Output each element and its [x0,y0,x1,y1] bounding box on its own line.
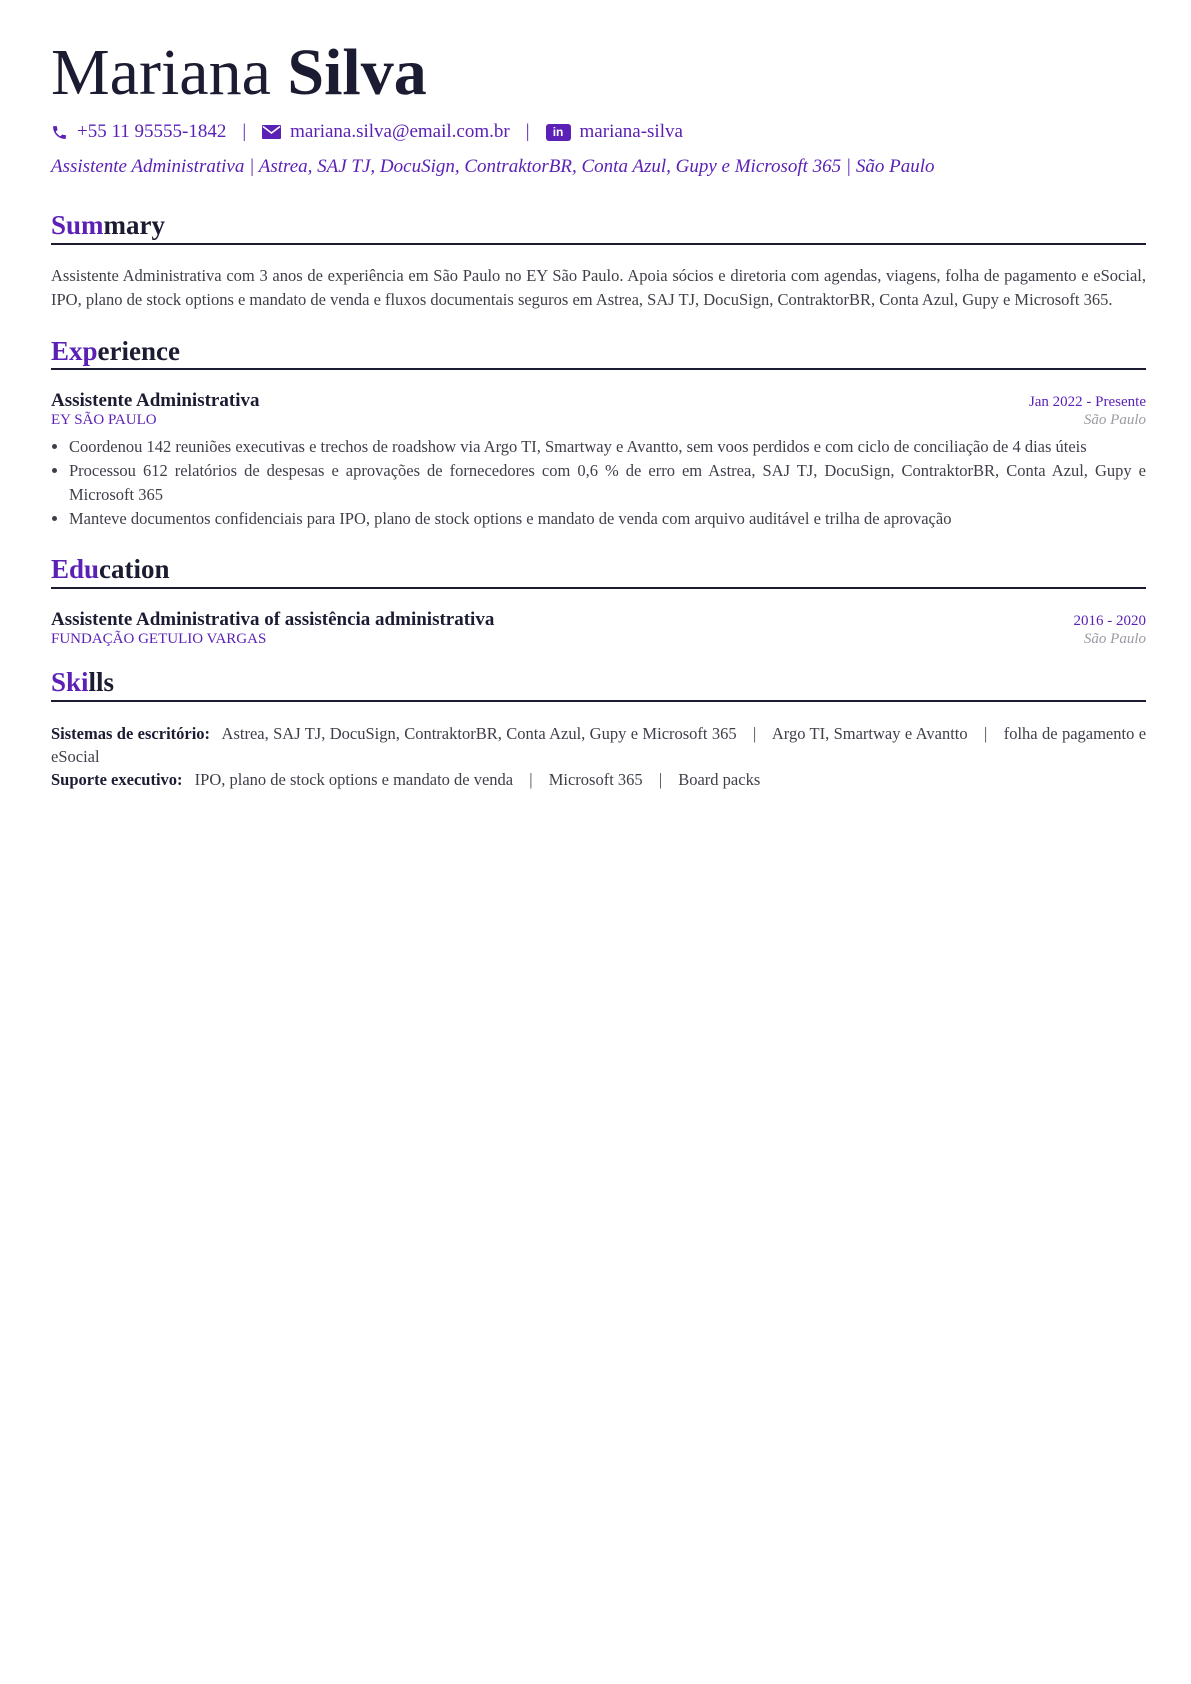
summary-text: Assistente Administrativa com 3 anos de experiência em São Paulo no EY São Paulo. Apoia sócios e diretoria com agendas, viagens, folha de pagamento e eSocial, IPO, plano de stock options e mandato de venda e fluxos documentais seguros em Astrea, SAJ TJ, DocuSign, ContraktorBR, Conta Azul, Gupy e Microsoft 365. [51,265,1146,309]
experience-entry [51,390,1146,531]
job-location: São Paulo [1083,412,1146,429]
skill-separator: | [529,769,533,789]
section-title-rest: cation [99,554,170,585]
entry-subheader-row [51,631,1146,648]
contact-separator: | [242,121,247,142]
skills-list [51,722,1146,791]
section-title-experience [51,337,1146,371]
linkedin-icon: in [546,124,571,141]
education-entry [51,609,1146,648]
linkedin-handle: mariana-silva [579,121,683,142]
phone-icon [51,124,68,141]
skill-category: Sistemas de escritório: [51,723,211,743]
skill-item: Board packs [678,769,761,789]
education-dates: 2016 - 2020 [1073,613,1146,630]
skill-item: Astrea, SAJ TJ, DocuSign, ContraktorBR, Conta Azul, Gupy e Microsoft 365 [221,723,737,743]
contact-bar [51,119,1146,145]
entry-subheader-row [51,412,1146,429]
candidate-name [51,36,1146,109]
skill-item: folha de pagamento e eSocial [51,723,1147,766]
employer: EY SÃO PAULO [51,412,157,429]
contact-phone[interactable] [51,121,226,143]
education-section [51,555,1146,648]
contact-email[interactable] [262,121,510,143]
experience-section [51,337,1146,532]
section-title-rest: erience [97,335,180,366]
achievement-list [51,435,1146,531]
headline: Assistente Administrativa | Astrea, SAJ TJ, DocuSign, ContraktorBR, Conta Azul, Gupy e Microsoft 365 | São Paulo [51,156,935,177]
summary-section [51,211,1146,312]
skill-separator: | [753,723,757,743]
contact-separator: | [525,121,530,142]
email-address: mariana.silva@email.com.br [290,121,510,142]
skill-item: Argo TI, Smartway e Avantto [771,723,968,743]
section-title-accent: Exp [51,335,98,366]
achievement-item: • Manteve documentos confidenciais para IPO, plano de stock options e mandato de venda com arquivo auditável e trilha de aprovação [69,507,1146,531]
last-name: Silva [287,36,427,109]
section-title-accent: Edu [51,554,100,585]
skill-row [51,722,1146,768]
section-title-education [51,555,1146,589]
section-title-rest: lls [88,667,115,698]
skills-section [51,668,1146,791]
entry-header-row [51,609,1146,631]
skill-separator: | [984,723,988,743]
skill-category: Suporte executivo: [51,769,183,789]
achievement-item: • Coordenou 142 reuniões executivas e trechos de roadshow via Argo TI, Smartway e Avantto, sem voos perdidos e com ciclo de conciliação de 4 dias úteis [69,435,1146,459]
contact-linkedin[interactable] [546,121,683,143]
achievement-item: • Processou 612 relatórios de despesas e aprovações de fornecedores com 0,6 % de erro em Astrea, SAJ TJ, DocuSign, ContraktorBR, Conta Azul, Gupy e Microsoft 365 [69,459,1146,507]
skill-row [51,768,1146,791]
skill-item: IPO, plano de stock options e mandato de venda [194,769,514,789]
section-title-summary [51,211,1146,245]
section-title-accent: Ski [51,667,89,698]
school: FUNDAÇÃO GETULIO VARGAS [51,631,267,648]
section-title-skills [51,668,1146,702]
job-title: Assistente Administrativa [51,390,260,412]
phone-number: +55 11 95555-1842 [77,121,227,142]
skill-separator: | [658,769,663,789]
skill-item: Microsoft 365 [548,769,643,789]
entry-header-row [51,390,1146,412]
education-location: São Paulo [1083,631,1146,648]
section-title-rest: mary [103,210,166,240]
degree: Assistente Administrativa of assistência administrativa [51,609,495,631]
first-name: Mariana [51,36,271,109]
envelope-icon [262,125,281,139]
section-title-accent: Sum [51,210,104,240]
job-dates: Jan 2022 - Presente [1028,394,1146,411]
